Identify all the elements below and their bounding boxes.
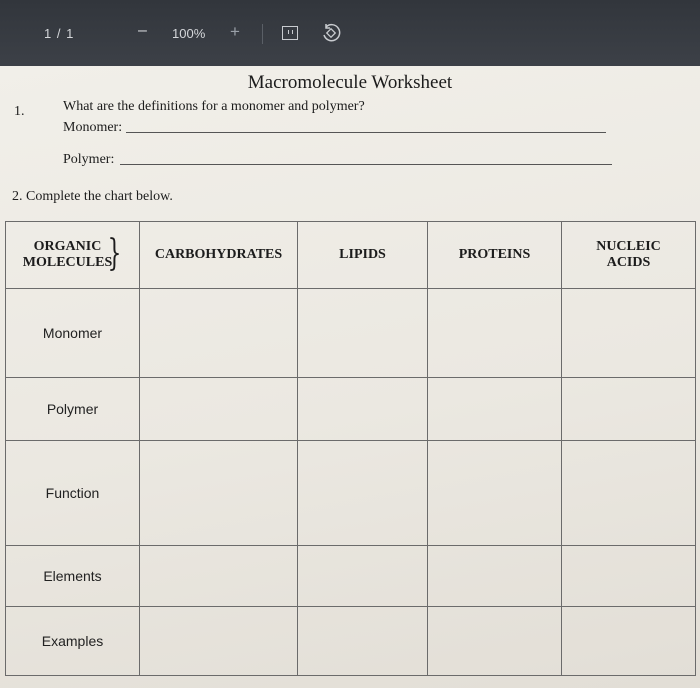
row-label-monomer: Monomer — [6, 289, 140, 378]
page-title: Macromolecule Worksheet — [247, 72, 453, 93]
zoom-in-button[interactable]: + — [230, 22, 240, 41]
column-header-carbohydrates: CARBOHYDRATES — [140, 222, 298, 289]
table-row — [6, 441, 696, 546]
column-header-nucleic-acids: NUCLEIC ACIDS — [562, 222, 696, 289]
row-label-elements: Elements — [6, 546, 140, 607]
zoom-out-button[interactable]: – — [138, 22, 147, 39]
answer-cell[interactable] — [562, 546, 696, 607]
answer-cell[interactable] — [562, 378, 696, 441]
column-header-lipids: LIPIDS — [298, 222, 428, 289]
answer-cell[interactable] — [298, 289, 428, 378]
answer-cell[interactable] — [298, 607, 428, 676]
chart-header-row — [6, 222, 696, 289]
table-row — [6, 607, 696, 676]
organic-molecules-header — [6, 222, 140, 289]
table-row — [6, 546, 696, 607]
answer-cell[interactable] — [140, 546, 298, 607]
answer-cell[interactable] — [140, 289, 298, 378]
row-label-examples: Examples — [6, 607, 140, 676]
row-label-polymer: Polymer — [6, 378, 140, 441]
question-1-number: 1. — [14, 104, 25, 119]
brace-icon: } — [107, 233, 122, 274]
question-1-text: What are the definitions for a monomer and polymer? — [63, 99, 365, 114]
polymer-label: Polymer: — [63, 152, 115, 167]
worksheet-page — [0, 66, 700, 688]
toolbar-divider — [262, 24, 263, 44]
answer-cell[interactable] — [562, 607, 696, 676]
answer-cell[interactable] — [562, 289, 696, 378]
question-2-text: 2. Complete the chart below. — [12, 189, 173, 204]
organic-header-line2: MOLECULES — [22, 255, 113, 270]
answer-cell[interactable] — [140, 607, 298, 676]
answer-cell[interactable] — [428, 289, 562, 378]
page-indicator: 1 / 1 — [44, 26, 75, 41]
pdf-viewer-toolbar — [0, 0, 700, 70]
macromolecule-chart — [5, 221, 696, 676]
row-label-function: Function — [6, 441, 140, 546]
rotate-icon[interactable] — [320, 23, 342, 48]
answer-cell[interactable] — [140, 378, 298, 441]
zoom-level[interactable]: 100% — [172, 26, 206, 41]
answer-cell[interactable] — [562, 441, 696, 546]
answer-cell[interactable] — [428, 546, 562, 607]
table-row — [6, 378, 696, 441]
table-row — [6, 289, 696, 378]
answer-cell[interactable] — [428, 378, 562, 441]
fit-page-icon[interactable] — [282, 26, 298, 40]
monomer-answer-line — [126, 132, 606, 133]
answer-cell[interactable] — [298, 546, 428, 607]
answer-cell[interactable] — [140, 441, 298, 546]
answer-cell[interactable] — [298, 441, 428, 546]
answer-cell[interactable] — [298, 378, 428, 441]
answer-cell[interactable] — [428, 607, 562, 676]
monomer-label: Monomer: — [63, 120, 123, 135]
answer-cell[interactable] — [428, 441, 562, 546]
polymer-answer-line — [120, 164, 612, 165]
organic-header-line1: ORGANIC — [33, 239, 102, 254]
column-header-proteins: PROTEINS — [428, 222, 562, 289]
